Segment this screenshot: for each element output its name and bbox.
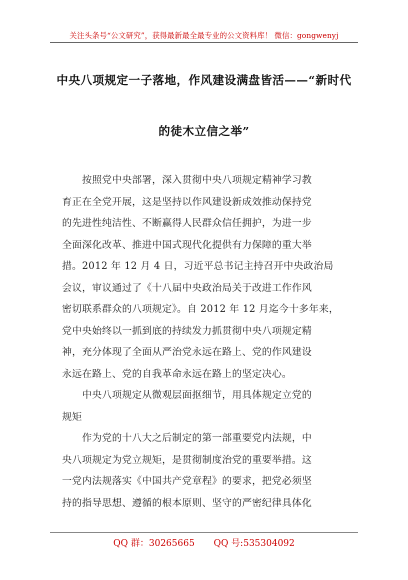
paragraph-line: 按照党中央部署，深入贯彻中央八项规定精神学习教 <box>82 175 312 186</box>
title-line-1: 中央八项规定一子落地，作风建设满盘皆活——“新时代 <box>56 73 352 87</box>
footer-contact <box>0 536 408 549</box>
qq-group-text: QQ 群：30265665 <box>113 539 195 549</box>
paragraph-line: 育正在全党开展，这是坚持以作风建设新成效推动保持党 <box>62 196 312 208</box>
header-notice: 关注头条号“公文研究”，获得最新最全最专业的公文资料库！ 微信：gongwenyj <box>69 31 339 40</box>
title-line-2: 的徒木立信之举” <box>158 124 250 138</box>
paragraph-line: 作为党的十八大之后制定的第一部重要党内法规，中 <box>82 433 312 444</box>
paragraph-line: 神，充分体现了全面从严治党永远在路上、党的作风建设 <box>62 347 312 358</box>
section-heading-line: 规矩 <box>62 411 82 423</box>
paragraph-line: 的先进性纯洁性、不断赢得人民群众信任拥护，为进一步 <box>62 218 312 229</box>
paragraph-line: 密切联系群众的八项规定》。自 2012 年 12 月迄今十多年来， <box>62 304 339 315</box>
paragraph-line: 央八项规定为党立规矩，是贯彻制度治党的重要举措。这 <box>62 454 312 466</box>
paragraph-line: 会议，审议通过了《十八届中央政治局关于改进工作作风 <box>62 282 312 294</box>
paragraph-line: 永远在路上、党的自我革命永远在路上的坚定决心。 <box>62 368 292 380</box>
paragraph-line: 持的指导思想、遵循的根本原则、坚守的严密纪律具体化 <box>62 497 312 509</box>
paragraph-line: 全面深化改革、推进中国式现代化提供有力保障的重大举 <box>62 239 312 251</box>
header-divider <box>50 42 358 43</box>
paragraph-line: 一党内法规落实《中国共产党章程》的要求，把党必须坚 <box>62 476 312 487</box>
body-text <box>62 170 352 514</box>
section-heading-line: 中央八项规定从微观层面抠细节，用具体规定立党的 <box>82 390 312 401</box>
paragraph-line: 措。2012 年 12 月 4 日，习近平总书记主持召开中央政治局 <box>62 261 334 272</box>
qq-number-text: QQ 号:535304092 <box>213 539 295 549</box>
footer-divider <box>50 532 358 533</box>
paragraph-line: 党中央始终以一抓到底的持续发力抓贯彻中央八项规定精 <box>62 325 312 337</box>
